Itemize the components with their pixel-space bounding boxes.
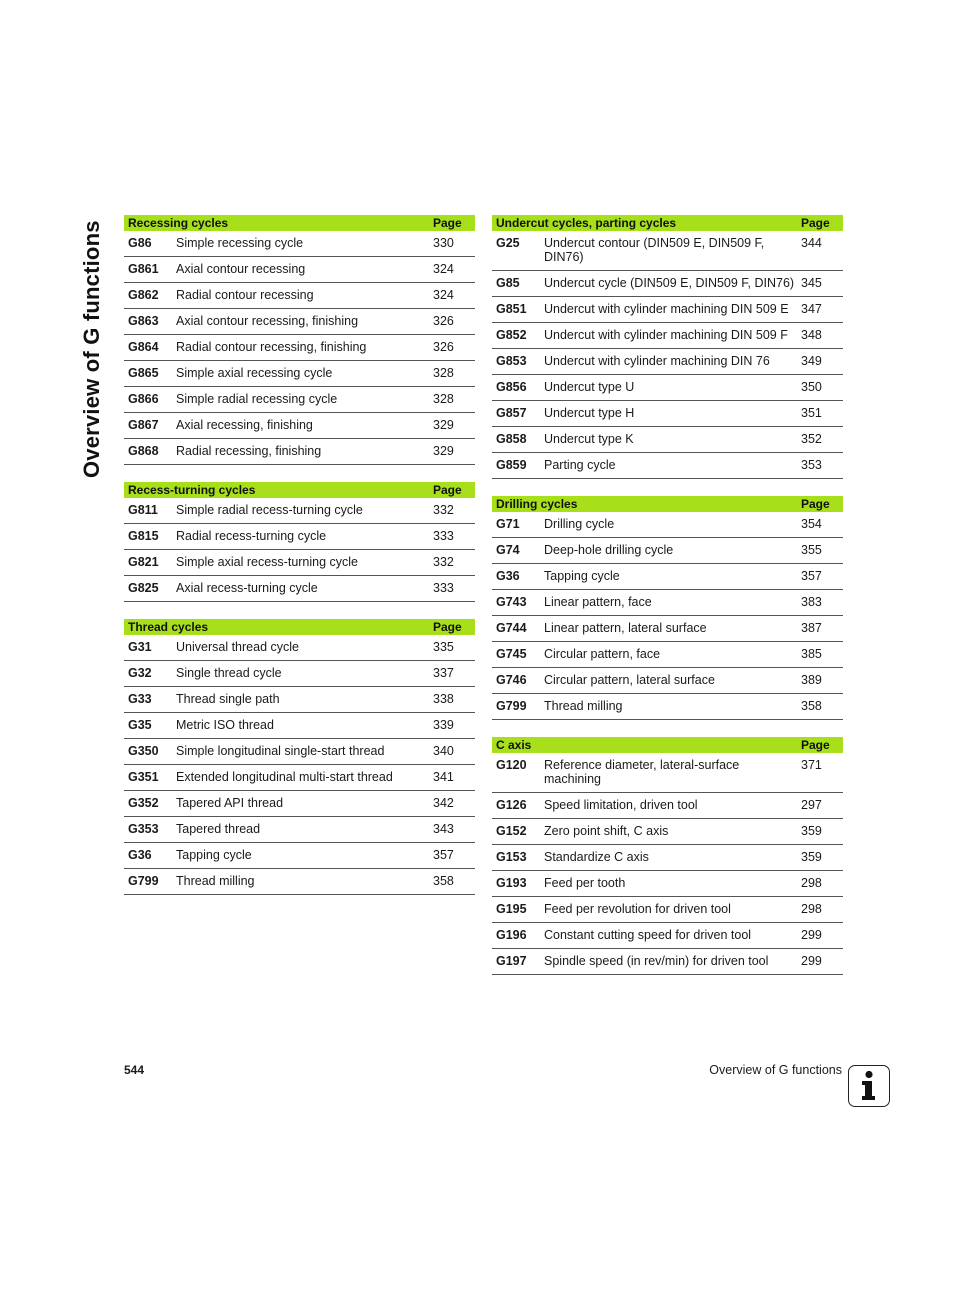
table-row [124,231,475,257]
page-column-header: Page [797,737,843,753]
table-row [492,949,843,975]
function-description: Undercut type K [540,427,797,453]
table-row [492,297,843,323]
g-code: G25 [492,231,540,271]
page-reference: 358 [429,869,475,895]
page-reference: 326 [429,309,475,335]
page-reference: 344 [797,231,843,271]
page-reference: 328 [429,387,475,413]
table-row [492,323,843,349]
function-description: Extended longitudinal multi-start thread [172,765,429,791]
function-description: Undercut type H [540,401,797,427]
page-reference: 324 [429,257,475,283]
table-row [124,309,475,335]
function-description: Tapered API thread [172,791,429,817]
table-title: C axis [492,737,797,753]
table-row [492,753,843,793]
g-code: G35 [124,713,172,739]
table-row [492,231,843,271]
page-reference: 371 [797,753,843,793]
page-reference: 340 [429,739,475,765]
page-reference: 349 [797,349,843,375]
page-reference: 330 [429,231,475,257]
table-title: Recess-turning cycles [124,482,429,498]
page-reference: 333 [429,576,475,602]
info-icon [848,1065,890,1107]
function-description: Axial contour recessing, finishing [172,309,429,335]
function-description: Deep-hole drilling cycle [540,538,797,564]
function-description: Axial recessing, finishing [172,413,429,439]
function-description: Radial contour recessing [172,283,429,309]
table-row [124,869,475,895]
g-code: G746 [492,668,540,694]
function-description: Speed limitation, driven tool [540,793,797,819]
function-description: Tapping cycle [540,564,797,590]
page-column-header: Page [429,482,475,498]
g-code: G36 [492,564,540,590]
table-drilling-cycles [492,496,843,720]
table-row [124,361,475,387]
g-code: G353 [124,817,172,843]
table-header-row [492,737,843,753]
function-description: Zero point shift, C axis [540,819,797,845]
g-code: G350 [124,739,172,765]
page-column-header: Page [429,619,475,635]
function-description: Radial recess-turning cycle [172,524,429,550]
function-description: Reference diameter, lateral-surface machining [540,753,797,793]
page-number: 544 [124,1063,145,1077]
function-description: Axial contour recessing [172,257,429,283]
function-description: Undercut with cylinder machining DIN 509 E [540,297,797,323]
g-code: G857 [492,401,540,427]
g-code: G74 [492,538,540,564]
table-header-row [124,619,475,635]
table-row [492,642,843,668]
g-code: G858 [492,427,540,453]
page-reference: 347 [797,297,843,323]
g-code: G86 [124,231,172,257]
page-reference: 332 [429,550,475,576]
g-code: G120 [492,753,540,793]
table-row [124,843,475,869]
table-row [492,871,843,897]
g-code: G851 [492,297,540,323]
g-code: G811 [124,498,172,524]
function-description: Tapping cycle [172,843,429,869]
function-description: Linear pattern, face [540,590,797,616]
page-column-header: Page [429,215,475,231]
g-code: G825 [124,576,172,602]
g-code: G864 [124,335,172,361]
table-row [124,439,475,465]
g-code: G743 [492,590,540,616]
table-row [124,739,475,765]
page-reference: 359 [797,845,843,871]
table-header-row [124,482,475,498]
table-title: Drilling cycles [492,496,797,512]
function-description: Thread single path [172,687,429,713]
function-description: Simple radial recessing cycle [172,387,429,413]
g-code: G745 [492,642,540,668]
g-code: G853 [492,349,540,375]
page-reference: 357 [797,564,843,590]
function-description: Undercut contour (DIN509 E, DIN509 F, DIN76) [540,231,797,271]
g-code: G865 [124,361,172,387]
function-description: Simple radial recess-turning cycle [172,498,429,524]
table-row [124,387,475,413]
page-reference: 342 [429,791,475,817]
g-code: G352 [124,791,172,817]
function-description: Undercut cycle (DIN509 E, DIN509 F, DIN76) [540,271,797,297]
page-reference: 351 [797,401,843,427]
page-reference: 299 [797,949,843,975]
page-reference: 348 [797,323,843,349]
table-title: Recessing cycles [124,215,429,231]
table-title: Undercut cycles, parting cycles [492,215,797,231]
function-description: Tapered thread [172,817,429,843]
g-code: G861 [124,257,172,283]
page-reference: 383 [797,590,843,616]
function-description: Thread milling [540,694,797,720]
function-description: Linear pattern, lateral surface [540,616,797,642]
page-reference: 333 [429,524,475,550]
table-row [492,590,843,616]
function-description: Single thread cycle [172,661,429,687]
table-row [124,791,475,817]
footer-section-title: Overview of G functions [709,1063,842,1077]
table-row [124,283,475,309]
function-description: Simple recessing cycle [172,231,429,257]
function-description: Undercut with cylinder machining DIN 509 F [540,323,797,349]
function-description: Simple axial recess-turning cycle [172,550,429,576]
table-row [492,564,843,590]
table-row [492,271,843,297]
page-reference: 353 [797,453,843,479]
page-reference: 338 [429,687,475,713]
page-reference: 297 [797,793,843,819]
table-row [124,765,475,791]
g-code: G815 [124,524,172,550]
g-code: G744 [492,616,540,642]
table-row [492,512,843,538]
page-reference: 324 [429,283,475,309]
function-description: Parting cycle [540,453,797,479]
page-reference: 352 [797,427,843,453]
function-description: Universal thread cycle [172,635,429,661]
table-row [124,550,475,576]
table-row [124,635,475,661]
table-row [492,668,843,694]
page-reference: 387 [797,616,843,642]
table-row [492,401,843,427]
function-description: Simple axial recessing cycle [172,361,429,387]
g-code: G31 [124,635,172,661]
table-row [124,498,475,524]
function-description: Drilling cycle [540,512,797,538]
page-reference: 354 [797,512,843,538]
page-reference: 337 [429,661,475,687]
table-row [492,897,843,923]
function-description: Thread milling [172,869,429,895]
g-code: G195 [492,897,540,923]
page-reference: 326 [429,335,475,361]
function-description: Radial recessing, finishing [172,439,429,465]
right-column [492,215,843,992]
g-code: G32 [124,661,172,687]
page-column-header: Page [797,496,843,512]
table-recess-turning-cycles [124,482,475,602]
page-column-header: Page [797,215,843,231]
g-code: G852 [492,323,540,349]
g-code: G196 [492,923,540,949]
function-description: Axial recess-turning cycle [172,576,429,602]
table-row [492,616,843,642]
page-reference: 341 [429,765,475,791]
g-code: G799 [124,869,172,895]
function-description: Undercut with cylinder machining DIN 76 [540,349,797,375]
table-row [124,661,475,687]
page-reference: 299 [797,923,843,949]
table-row [124,713,475,739]
table-row [492,427,843,453]
g-code: G866 [124,387,172,413]
g-code: G867 [124,413,172,439]
page-reference: 343 [429,817,475,843]
table-header-row [492,215,843,231]
g-code: G126 [492,793,540,819]
page-reference: 335 [429,635,475,661]
page-reference: 329 [429,413,475,439]
table-row [492,538,843,564]
page-reference: 345 [797,271,843,297]
function-description: Metric ISO thread [172,713,429,739]
page-reference: 359 [797,819,843,845]
table-row [492,819,843,845]
page-reference: 298 [797,897,843,923]
function-description: Feed per revolution for driven tool [540,897,797,923]
g-code: G868 [124,439,172,465]
table-row [492,923,843,949]
left-column [124,215,475,912]
table-row [124,335,475,361]
table-header-row [492,496,843,512]
table-row [124,576,475,602]
page-reference: 328 [429,361,475,387]
table-thread-cycles [124,619,475,895]
g-code: G152 [492,819,540,845]
g-code: G799 [492,694,540,720]
g-code: G859 [492,453,540,479]
page-reference: 357 [429,843,475,869]
table-row [492,793,843,819]
g-code: G351 [124,765,172,791]
table-recessing-cycles [124,215,475,465]
table-row [124,524,475,550]
table-row [492,375,843,401]
function-description: Circular pattern, lateral surface [540,668,797,694]
function-description: Standardize C axis [540,845,797,871]
g-code: G153 [492,845,540,871]
page-reference: 332 [429,498,475,524]
table-row [492,845,843,871]
page-reference: 350 [797,375,843,401]
function-description: Spindle speed (in rev/min) for driven tool [540,949,797,975]
function-description: Simple longitudinal single-start thread [172,739,429,765]
side-section-title: Overview of G functions [79,220,104,478]
function-description: Radial contour recessing, finishing [172,335,429,361]
g-code: G33 [124,687,172,713]
table-row [124,687,475,713]
table-row [492,453,843,479]
g-code: G36 [124,843,172,869]
function-description: Constant cutting speed for driven tool [540,923,797,949]
table-title: Thread cycles [124,619,429,635]
g-code: G856 [492,375,540,401]
g-code: G197 [492,949,540,975]
page-reference: 389 [797,668,843,694]
g-code: G862 [124,283,172,309]
page-reference: 329 [429,439,475,465]
function-description: Undercut type U [540,375,797,401]
g-code: G193 [492,871,540,897]
page-reference: 385 [797,642,843,668]
g-code: G71 [492,512,540,538]
page-reference: 339 [429,713,475,739]
table-c-axis [492,737,843,975]
table-header-row [124,215,475,231]
g-code: G863 [124,309,172,335]
function-description: Feed per tooth [540,871,797,897]
page-reference: 298 [797,871,843,897]
page-reference: 358 [797,694,843,720]
table-row [492,694,843,720]
table-row [124,257,475,283]
table-undercut-cycles-parting-cycles [492,215,843,479]
function-description: Circular pattern, face [540,642,797,668]
table-row [492,349,843,375]
g-code: G85 [492,271,540,297]
g-code: G821 [124,550,172,576]
page-reference: 355 [797,538,843,564]
table-row [124,413,475,439]
table-row [124,817,475,843]
